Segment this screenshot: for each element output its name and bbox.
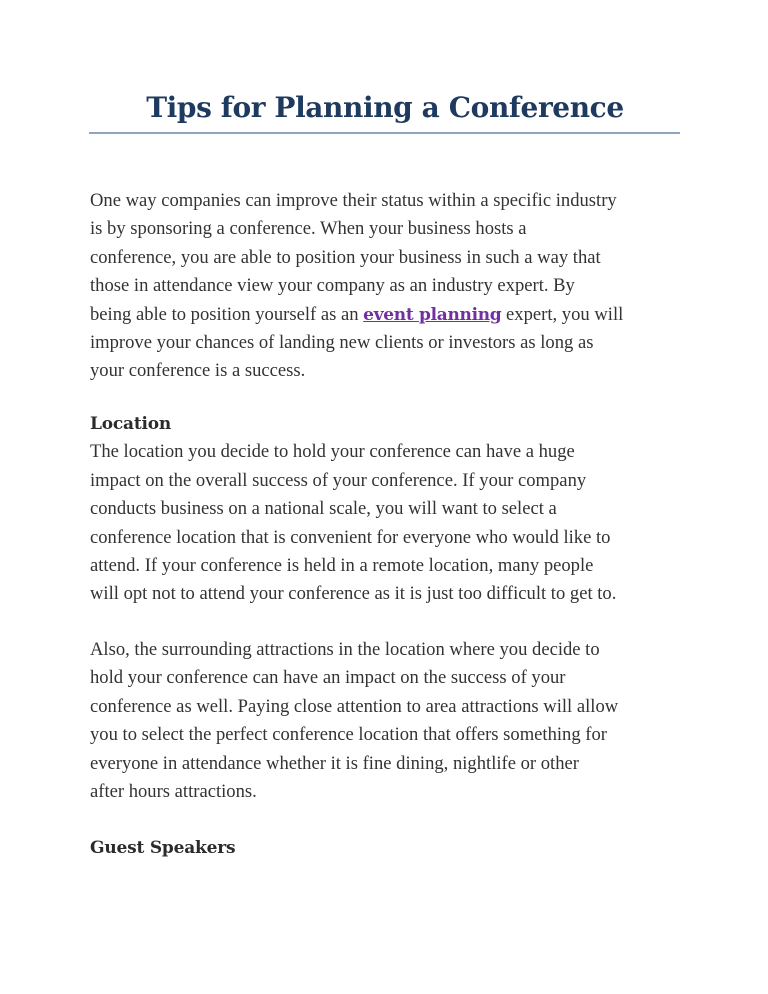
page-title: Tips for Planning a Conference	[146, 91, 624, 124]
title-divider	[89, 132, 680, 134]
text-line: is by sponsoring a conference. When your business hosts a	[90, 218, 527, 240]
guest-speakers-section	[90, 834, 690, 862]
text-line: improve your chances of landing new clients or investors as long as	[90, 331, 594, 353]
text-line: conference as well. Paying close attention to area attractions will allow	[90, 695, 619, 717]
text-segment: expert, you will	[501, 303, 624, 325]
text-line: conference, you are able to position your business in such a way that	[90, 246, 601, 268]
text-line: Also, the surrounding attractions in the location where you decide to	[90, 639, 600, 660]
text-line: impact on the overall success of your conference. If your company	[90, 469, 587, 491]
text-segment: being able to position yourself as an	[90, 303, 364, 325]
text-line: conducts business on a national scale, you will want to select a	[90, 498, 557, 520]
text-line: conference location that is convenient for everyone who would like to	[90, 526, 611, 548]
event-planning-link[interactable]: event planning	[363, 304, 502, 325]
text-line: you to select the perfect conference location that offers something for	[90, 724, 607, 746]
text-line-with-link	[90, 301, 690, 329]
location-section	[90, 410, 690, 609]
text-line: will opt not to attend your conference as it is just too difficult to get to.	[90, 583, 617, 605]
text-line: those in attendance view your company as an industry expert. By	[90, 275, 575, 297]
location-attractions-paragraph	[90, 636, 690, 806]
section-heading-guest-speakers: Guest Speakers	[90, 838, 236, 858]
text-line: hold your conference can have an impact on the success of your	[90, 667, 566, 689]
text-line: One way companies can improve their status within a specific industry	[90, 190, 617, 211]
text-line: after hours attractions.	[90, 780, 257, 802]
section-heading-location: Location	[90, 414, 172, 434]
intro-paragraph	[90, 187, 690, 386]
text-line: The location you decide to hold your conference can have a huge	[90, 441, 575, 463]
text-line: everyone in attendance whether it is fine dining, nightlife or other	[90, 752, 579, 774]
text-line: attend. If your conference is held in a remote location, many people	[90, 554, 594, 576]
text-line: your conference is a success.	[90, 360, 306, 382]
